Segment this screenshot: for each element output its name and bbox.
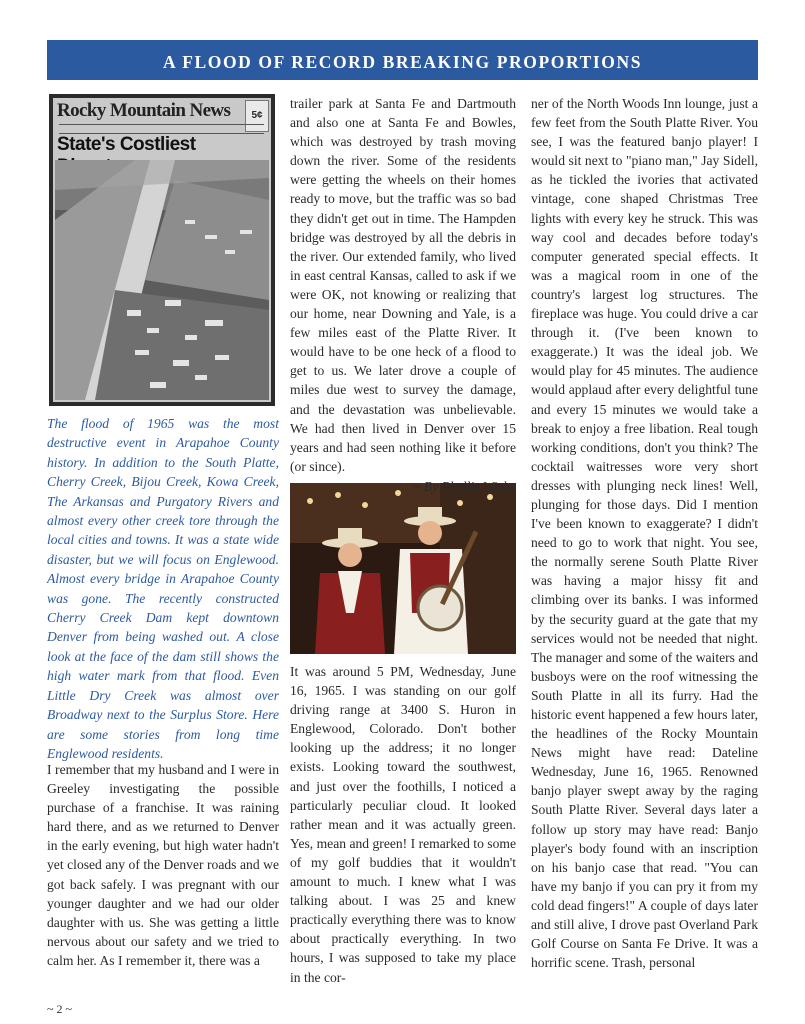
story2-paragraph-1: It was around 5 PM, Wednesday, June 16, 1965. I was standing on our golf driving range at 3400 S. Huron in Englewood, Colorado. Don't bother looking up the address; it no longer exists. Looking toward the southwest, and just over the foothills, I noticed a particularly peculiar cloud. It looked rather mean and it was actually green. Yes, mean and green! I remarked to some of my golf buddies that it wouldn't amount to much. I knew what I was talking about. I was 25 and knew practically everything there was to know about practically everything. In two hours, I was supposed to take my place in the cor- — [290, 664, 516, 985]
story1-column1 — [47, 760, 279, 970]
newspaper-masthead: Rocky Mountain News — [57, 100, 231, 121]
story1-byline: ~ By Phyllis Wiebe — [413, 478, 516, 494]
newspaper-clipping-image — [49, 94, 275, 406]
story1-paragraph-2: trailer park at Santa Fe and Dartmouth and also one at Santa Fe and Bowles, which was destroyed by trash moving down the river. Some of the residents were getting the wheels on their homes ready to move, but the traffic was so bad they didn't get out in time. The Hampden bridge was destroyed by all the debris in the river. Our extended family, who lived in east central Kansas, called to ask if we were OK, not knowing or realizing that our home, near Downing and Yale, is a few miles east of the Platte River. It would have to be one heck of a flood to get to us. We later drove a couple of miles due west to survey the damage, and the devastation was unbelievable. We had then lived in Denver over 15 years and had seen nothing like it before (or since). — [290, 96, 516, 474]
newspaper-rule — [59, 124, 264, 134]
story1-paragraph-1: I remember that my husband and I were in Greeley investigating the possible purchase of a franchise. It was raining hard there, and as we returned to Denver in the early evening, but high water hadn't yet closed any of the Denver roads and we got back safely. I was pregnant with our younger daughter and we had our older daughter with us. She was getting a little nervous about our safety and we tried to calm her. As I remember it, there was a — [47, 762, 279, 968]
story2-paragraph-2: ner of the North Woods Inn lounge, just a few feet from the South Platte River. You see, I was the featured banjo player! I would sit next to "piano man," Jay Sidell, as he tickled the ivories that activated vintage, cone shaped Christmas Tree lights with every key he struck. This was way cool and decades before today's computer generated special effects. It was a magical room in one of the country's largest log structures. The fireplace was huge. You could drive a car through it. (I've been known to exaggerate.) It was the ideal job. We would play for 45 minutes. The audience would applaud after every delightful tune and every 15 minutes we would take a break to enjoy a free libation. Real tough working conditions, don't you think? The cocktail waitresses wore very short dresses with plunging neck lines! Well, plunging for those days. Did I mention I've been known to exaggerate? I didn't need to go to work that night. You see, the normally serene South Platte River was having a major hissy fit and climbing over its banks. I was informed by the security guard at the gate that my services would not be needed that night. The manager and some of the waiters and busboys were on the roof witnessing the South Platte in all its furry. Had the historic event happened a few hours later, the headlines of the Rocky Mountain News might have read: Dateline Wednesday, June 16, 1965. Renowned banjo player swept away by the raging South Platte River. Several days later a follow up story may have read: Banjo player's body found with an inscription on his banjo case that read. "You can have my banjo if you can pry it from my cold dead fingers!" A couple of days later and still alive, I drove past Overland Park Golf Course on Santa Fe Drive. It was a horrific scene. Trash, personal — [531, 96, 758, 971]
page-banner-title: A FLOOD OF RECORD BREAKING PROPORTIONS — [47, 40, 758, 80]
flood-aerial-photo — [55, 160, 269, 400]
story2-column2 — [290, 662, 516, 987]
story2-column3 — [531, 94, 758, 972]
story1-column2 — [290, 94, 516, 496]
page-number: ~ 2 ~ — [47, 1002, 72, 1016]
newspaper-headline: State's Costliest — [57, 134, 196, 155]
banjo-players-photo — [290, 483, 516, 654]
flood-intro-caption: The flood of 1965 was the most destructive event in Arapahoe County history. In addition to the South Platte, Cherry Creek, Bijou Creek, Kowa Creek, The Arkansas and Purgatory Rivers and almost every other creek tore through the local cities and towns. It was a state wide disaster, but we will focus on Englewood. Almost every bridge in Arapahoe County was gone. The recently constructed Cherry Creek Dam kept downtown Denver from being washed out. A close look at the face of the dam still shows the high water mark from that flood. Even Little Dry Creek was almost over Broadway next to the Surplus Store. Here are some stories from long time Englewood residents. — [47, 416, 279, 761]
newspaper-price: 5¢ — [245, 100, 269, 132]
